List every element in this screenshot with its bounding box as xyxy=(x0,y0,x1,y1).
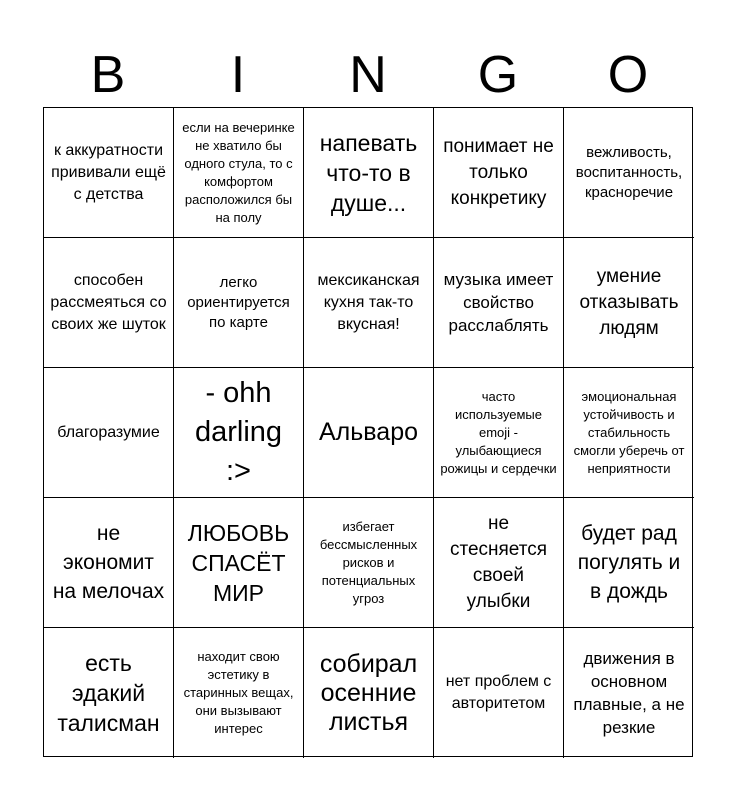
cell-text: если на вечеринке не хватило бы одного стула, то с комфортом расположился бы на полу xyxy=(182,119,295,225)
header-letter-o: O xyxy=(607,46,649,104)
bingo-grid xyxy=(43,107,693,757)
cell-text: движения в основном плавные, а не резкие xyxy=(573,649,685,737)
bingo-cell[interactable] xyxy=(44,498,174,628)
cell-text: нет проблем с авторитетом xyxy=(445,673,552,712)
bingo-cell[interactable] xyxy=(564,498,694,628)
cell-text: эмоциональная устойчивость и стабильность смогли уберечь от неприятности xyxy=(573,388,685,476)
bingo-cell[interactable] xyxy=(44,368,174,498)
bingo-cell[interactable] xyxy=(304,628,434,758)
cell-text: напевать что-то в душе... xyxy=(319,129,418,216)
bingo-cell[interactable] xyxy=(564,238,694,368)
bingo-cell[interactable] xyxy=(44,628,174,758)
cell-text: находит свою эстетику в старинных вещах, они вызывают интерес xyxy=(183,649,294,736)
bingo-cell[interactable] xyxy=(174,108,304,238)
bingo-cell[interactable] xyxy=(304,108,434,238)
bingo-header xyxy=(43,42,693,108)
cell-text: часто используемые emoji - улыбающиеся рожицы и сердечки xyxy=(440,388,557,476)
bingo-cell[interactable] xyxy=(304,238,434,368)
bingo-cell[interactable] xyxy=(564,108,694,238)
bingo-cell[interactable] xyxy=(434,368,564,498)
cell-text: будет рад погулять и в дождь xyxy=(577,522,681,603)
bingo-cell[interactable] xyxy=(304,368,434,498)
cell-text: способен рассмеяться со своих же шуток xyxy=(50,271,167,333)
cell-text: легко ориентируется по карте xyxy=(187,273,290,331)
cell-text: есть эдакий талисман xyxy=(57,650,160,736)
bingo-cell[interactable] xyxy=(174,238,304,368)
header-letter-b: B xyxy=(90,46,126,104)
bingo-cell[interactable] xyxy=(564,628,694,758)
bingo-cell[interactable] xyxy=(434,628,564,758)
cell-text: благоразумие xyxy=(57,423,160,441)
bingo-cell[interactable] xyxy=(564,368,694,498)
bingo-cell[interactable] xyxy=(434,238,564,368)
header-letter-n: N xyxy=(349,46,387,104)
bingo-cell[interactable] xyxy=(304,498,434,628)
bingo-cell[interactable] xyxy=(434,108,564,238)
cell-text: вежливость, воспитанность, красноречие xyxy=(575,143,683,201)
bingo-cell[interactable] xyxy=(174,628,304,758)
cell-text: избегает бессмысленных рисков и потенциальных угроз xyxy=(319,518,418,606)
cell-text: мексиканская кухня так-то вкусная! xyxy=(317,271,420,333)
cell-text: Альваро xyxy=(319,418,418,446)
bingo-cell[interactable] xyxy=(44,238,174,368)
bingo-cell[interactable] xyxy=(434,498,564,628)
bingo-cell[interactable] xyxy=(44,108,174,238)
cell-text: понимает не только конкретику xyxy=(443,135,554,209)
cell-text: не экономит на мелочах xyxy=(52,522,165,603)
cell-text: к аккуратности прививали ещё с детства xyxy=(51,141,166,203)
cell-text: музыка имеет свойство расслаблять xyxy=(443,270,554,335)
cell-text: - ohh darling :> xyxy=(194,377,283,487)
bingo-cell[interactable] xyxy=(174,368,304,498)
cell-text: собирал осенние листья xyxy=(319,649,418,736)
cell-text: умение отказывать людям xyxy=(579,265,679,339)
header-letter-i: I xyxy=(230,46,246,104)
header-letter-g: G xyxy=(477,46,519,104)
cell-text: не стесняется своей улыбки xyxy=(449,512,548,612)
bingo-cell[interactable] xyxy=(174,498,304,628)
cell-text: ЛЮБОВЬ СПАСЁТ МИР xyxy=(187,519,290,606)
